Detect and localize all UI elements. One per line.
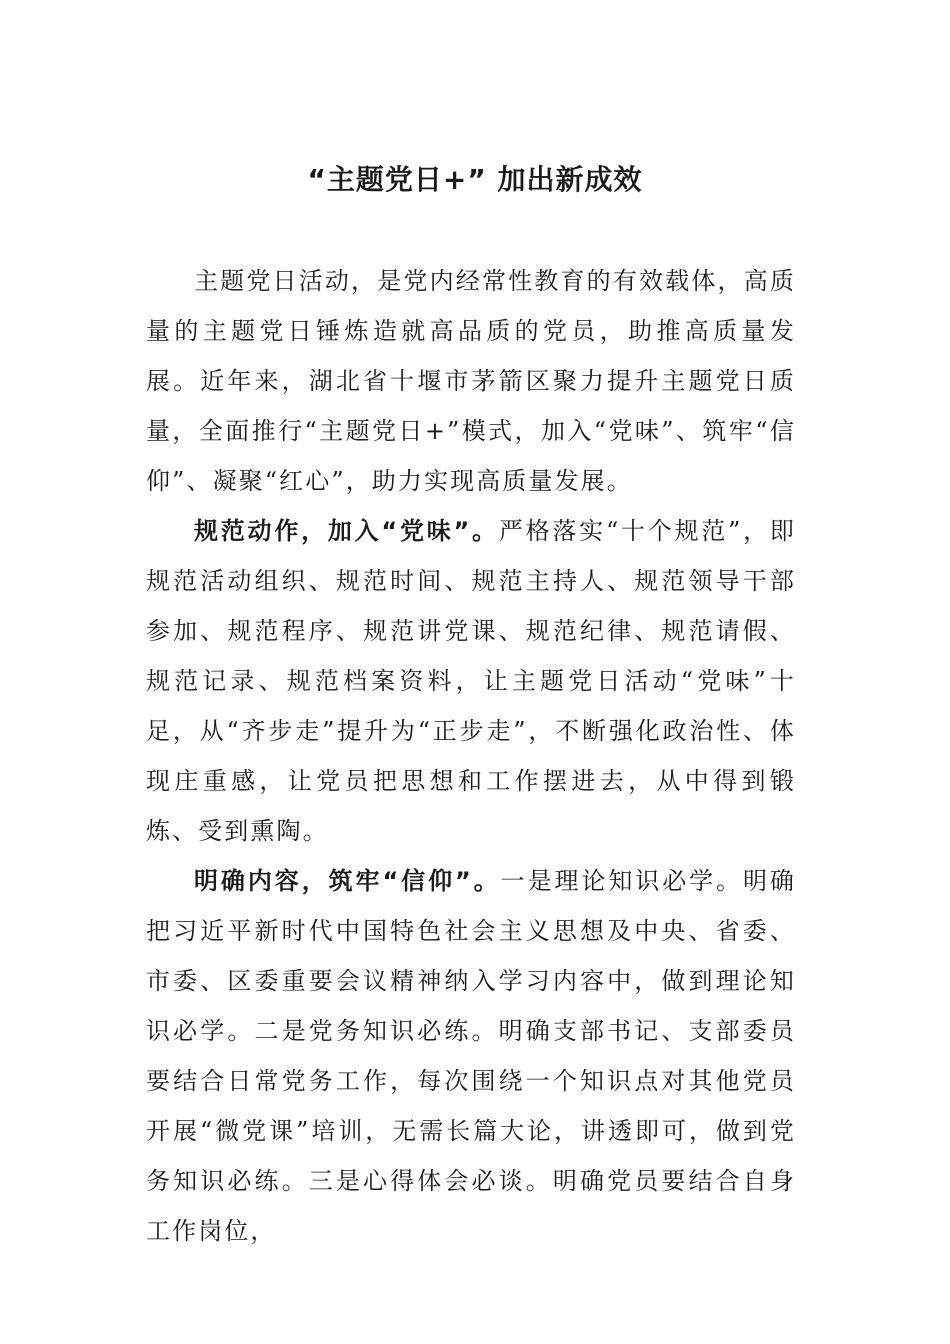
paragraph-text: 主题党日活动，是党内经常性教育的有效载体，高质量的主题党日锤炼造就高品质的党员，助推高质量发展。近年来，湖北省十堰市茅箭区聚力提升主题党日质量，全面推行“主题党日+”模式，加入“党味”、筑牢“信仰”、凝聚“红心”，助力实现高质量发展。 [146, 267, 796, 495]
paragraph-text: 一是理论知识必学。明确把习近平新时代中国特色社会主义思想及中央、省委、市委、区委重要会议精神纳入学习内容中，做到理论知识必学。二是党务知识必练。明确支部书记、支部委员要结合日常党务工作，每次围绕一个知识点对其他党员开展“微党课”培训，无需长篇大论，讲透即可，做到党务知识必练。三是心得体会必谈。明确党员要结合自身工作岗位， [146, 867, 797, 1245]
paragraph-standard-actions [146, 506, 796, 856]
paragraph-lead: 规范动作，加入“党味”。 [194, 517, 499, 545]
document-title: “主题党日+” 加出新成效 [307, 163, 643, 196]
paragraph-intro [146, 256, 796, 506]
paragraph-text: 严格落实“十个规范”，即规范活动组织、规范时间、规范主持人、规范领导干部参加、规范程序、规范讲党课、规范纪律、规范请假、规范记录、规范档案资料，让主题党日活动“党味”十足，从“齐步走”提升为“正步走”，不断强化政治性、体现庄重感，让党员把思想和工作摆进去，从中得到锻炼、受到熏陶。 [146, 517, 796, 845]
document-body [146, 256, 796, 1256]
paragraph-lead: 明确内容，筑牢“信仰”。 [194, 867, 501, 895]
paragraph-clear-content [146, 856, 796, 1256]
